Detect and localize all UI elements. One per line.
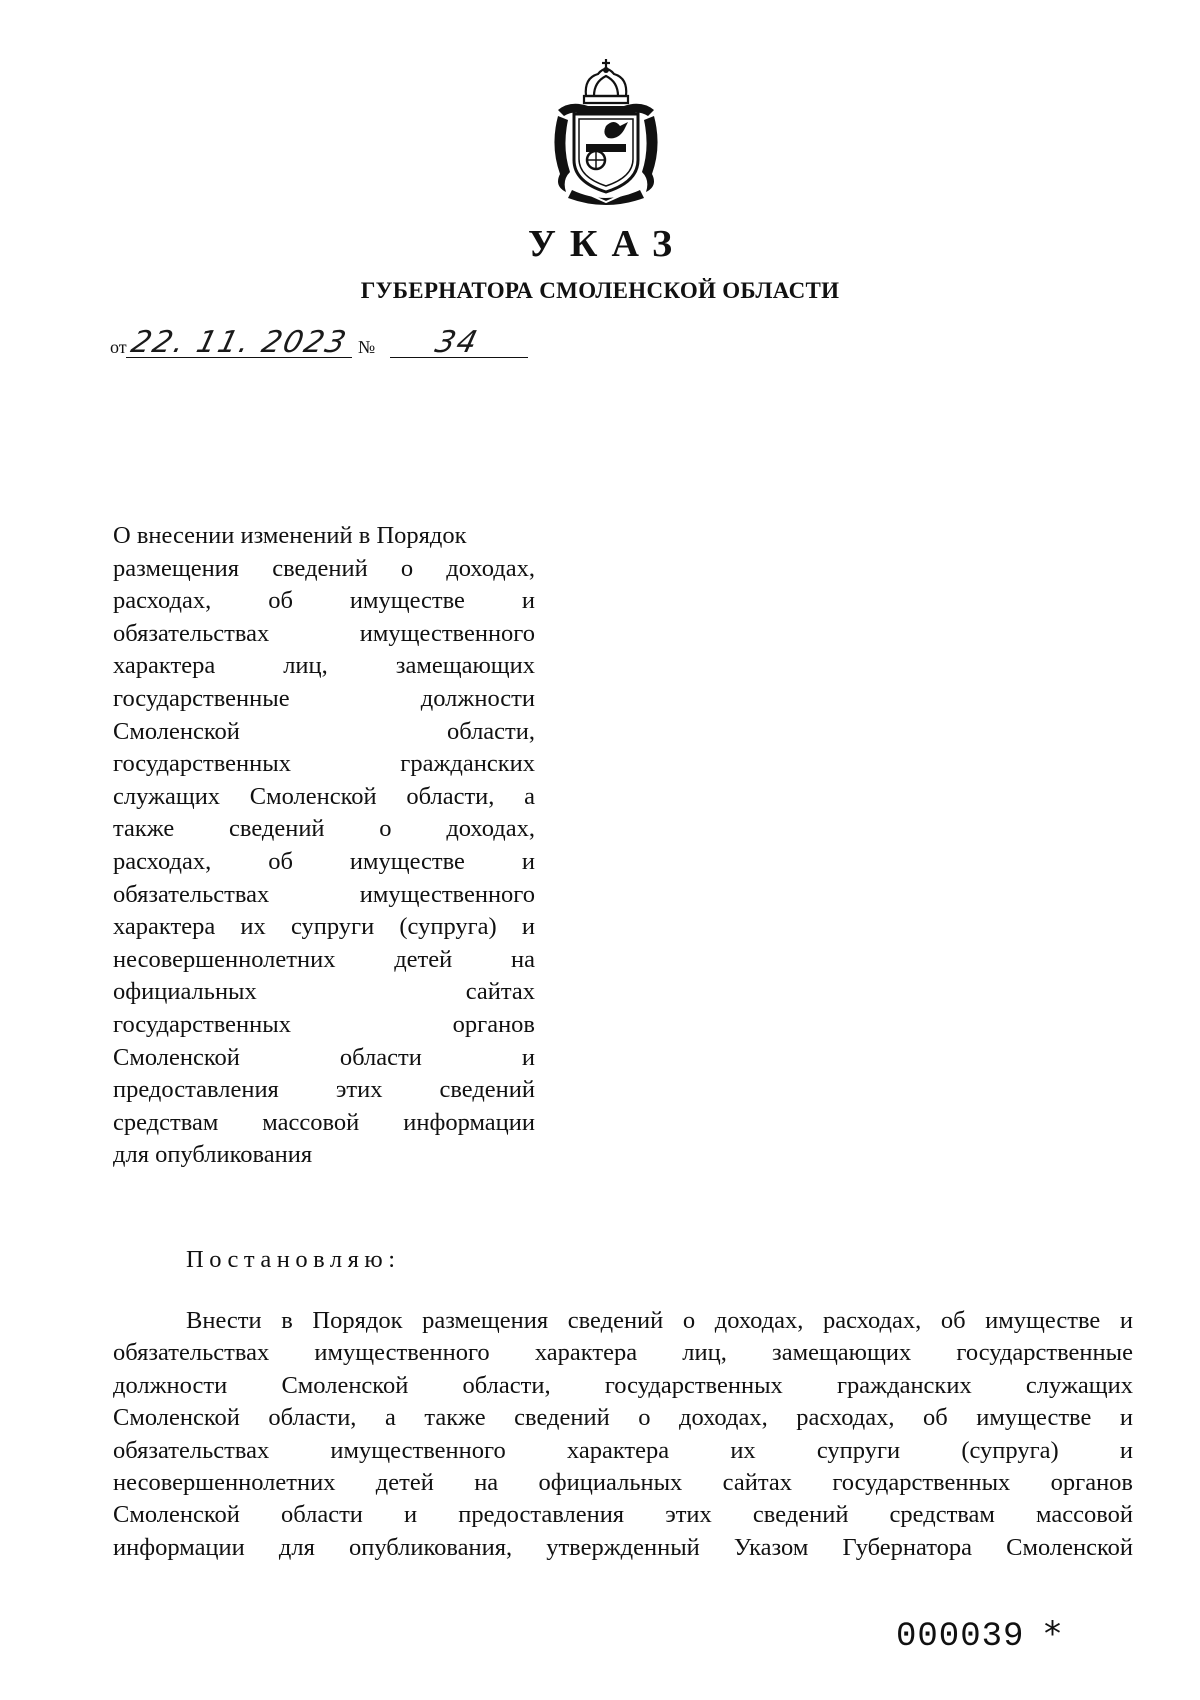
decree-word: Постановляю:: [186, 1246, 401, 1273]
body-line: обязательствах имущественного характера их супруги (супруга) и: [113, 1436, 1133, 1464]
document-subject: [113, 520, 535, 1172]
subject-line: характера их супруги (супруга) и: [113, 913, 535, 941]
serial-mark: *: [1044, 1614, 1061, 1654]
subject-line: размещения сведений о доходах,: [113, 554, 535, 582]
subject-line: расходах, об имуществе и: [113, 847, 535, 875]
body-line: Внести в Порядок размещения сведений о доходах, расходах, об имуществе и: [186, 1307, 1133, 1334]
subject-line: обязательствах имущественного: [113, 880, 535, 908]
subject-line: государственные должности: [113, 684, 535, 712]
serial-number: 000039: [896, 1618, 1025, 1656]
subject-line: также сведений о доходах,: [113, 815, 535, 843]
body-line: Смоленской области и предоставления этих сведений средствам массовой: [113, 1501, 1133, 1529]
date-from-label: от: [110, 337, 127, 357]
document-title: УКАЗ: [528, 223, 686, 265]
body-line: должности Смоленской области, государственных гражданских служащих: [113, 1371, 1133, 1399]
subject-line: Смоленской области,: [113, 717, 535, 745]
subject-line: средствам массовой информации: [113, 1108, 535, 1136]
subject-line: государственных гражданских: [113, 750, 535, 778]
subject-line: предоставления этих сведений: [113, 1076, 535, 1104]
body-line: Смоленской области, а также сведений о доходах, расходах, об имуществе и: [113, 1404, 1133, 1432]
subject-line: государственных органов: [113, 1010, 535, 1038]
number-label: №: [358, 337, 376, 357]
subject-line: Смоленской области и: [113, 1043, 535, 1071]
date-number-line: [110, 325, 540, 364]
subject-line: официальных сайтах: [113, 978, 535, 1006]
coat-of-arms-icon: [548, 56, 664, 208]
subject-line: О внесении изменений в Порядок: [113, 522, 467, 549]
handwritten-number: 34: [431, 325, 483, 360]
handwritten-date: 22. 11. 2023: [127, 325, 352, 360]
subject-line: для опубликования: [113, 1141, 313, 1169]
subject-line: служащих Смоленской области, а: [113, 782, 535, 810]
subject-line: обязательствах имущественного: [113, 619, 535, 647]
subject-line: расходах, об имуществе и: [113, 587, 535, 615]
document-subtitle: ГУБЕРНАТОРА СМОЛЕНСКОЙ ОБЛАСТИ: [360, 278, 840, 303]
document-body: [113, 1305, 1133, 1564]
body-line: обязательствах имущественного характера лиц, замещающих государственные: [113, 1339, 1133, 1367]
subject-line: несовершеннолетних детей на: [113, 945, 535, 973]
body-line: информации для опубликования, утвержденный Указом Губернатора Смоленской: [113, 1533, 1133, 1561]
subject-line: характера лиц, замещающих: [113, 652, 535, 680]
body-line: несовершеннолетних детей на официальных сайтах государственных органов: [113, 1469, 1133, 1497]
